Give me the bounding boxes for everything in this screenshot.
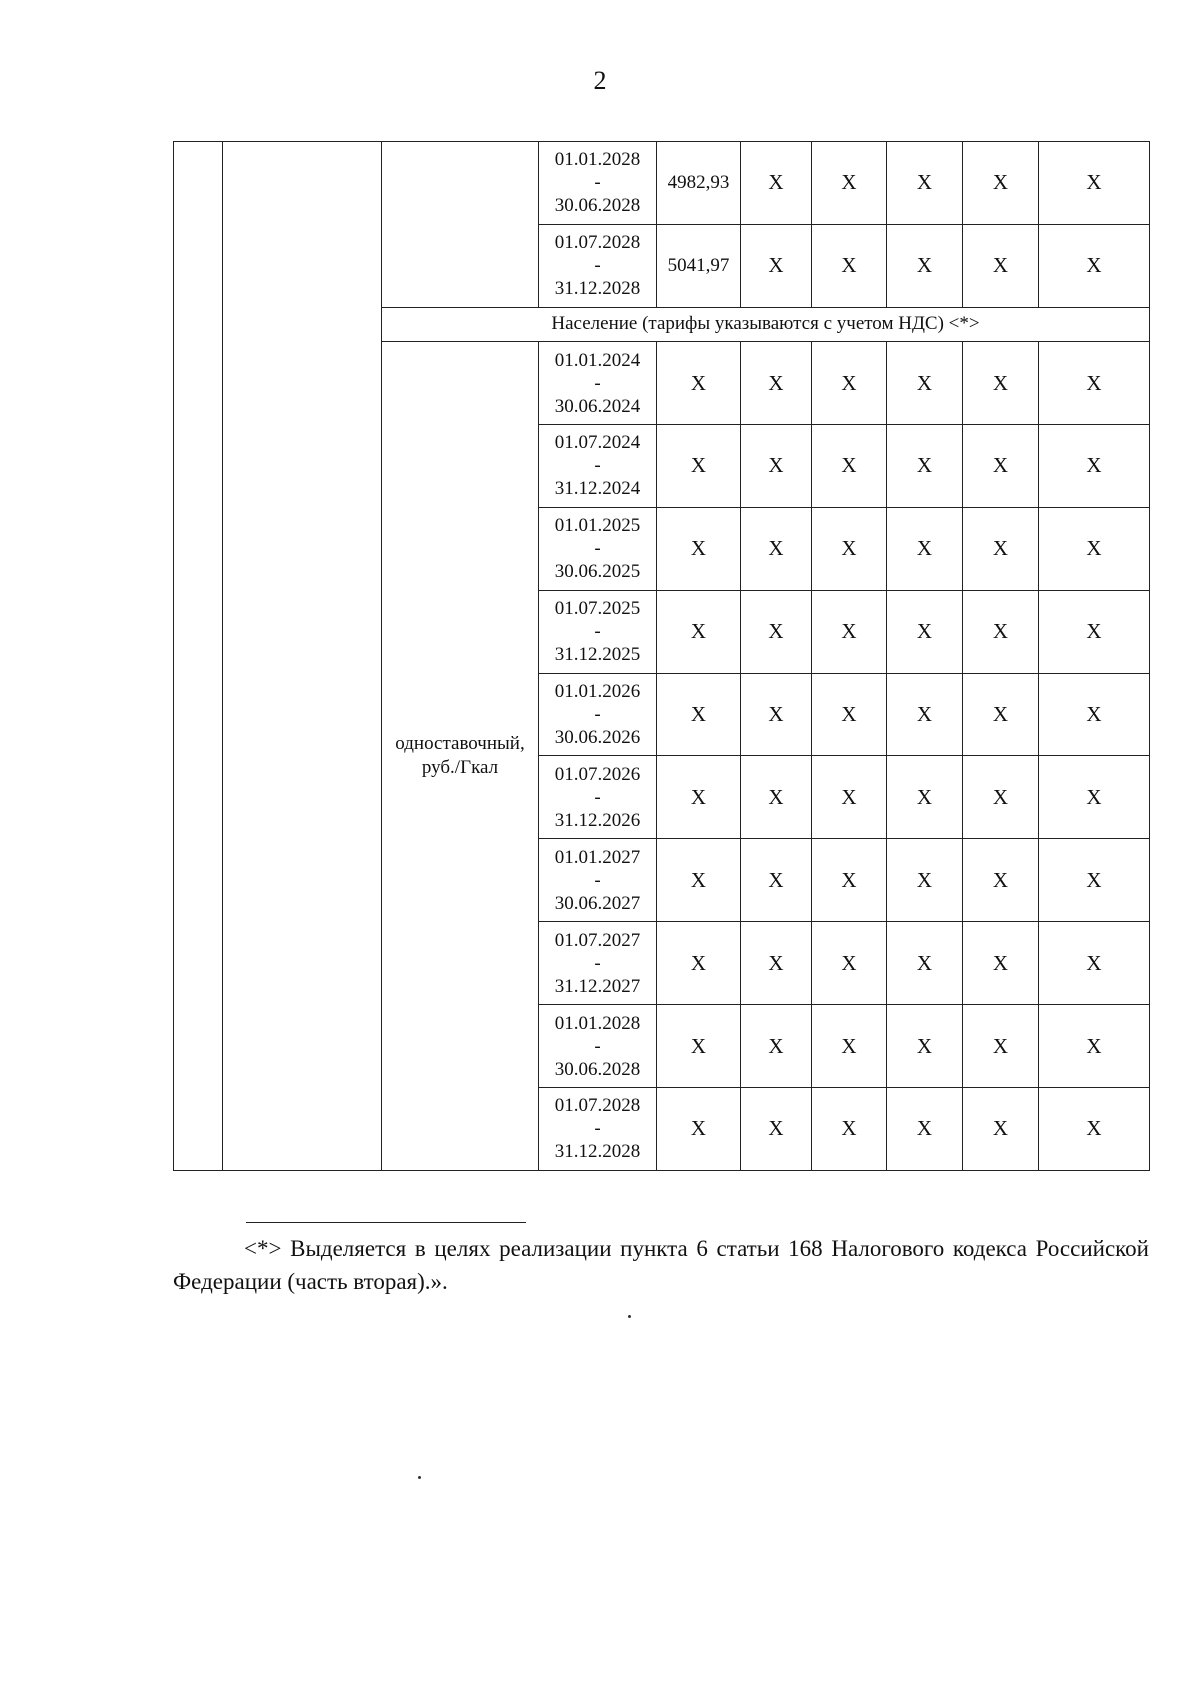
period-dash: - (594, 372, 601, 394)
not-applicable-mark: X (887, 590, 963, 673)
not-applicable-mark: X (963, 922, 1039, 1005)
not-applicable-mark: X (887, 142, 963, 225)
not-applicable-mark: X (887, 424, 963, 507)
not-applicable-mark: X (657, 1005, 741, 1088)
not-applicable-mark: X (887, 507, 963, 590)
tariff-table (173, 141, 1150, 1171)
not-applicable-mark: X (741, 142, 812, 225)
not-applicable-mark: X (741, 756, 812, 839)
period-cell (539, 342, 657, 425)
not-applicable-mark: X (963, 839, 1039, 922)
not-applicable-mark: X (1039, 839, 1150, 922)
not-applicable-mark: X (963, 224, 1039, 307)
not-applicable-mark: X (657, 590, 741, 673)
not-applicable-mark: X (741, 1087, 812, 1170)
period-dash: - (594, 1035, 601, 1057)
not-applicable-mark: X (1039, 342, 1150, 425)
period-cell (539, 756, 657, 839)
period-cell (539, 224, 657, 307)
period-end: 31.12.2027 (554, 975, 641, 997)
period-dash: - (594, 786, 601, 808)
not-applicable-mark: X (812, 224, 887, 307)
period-end: 31.12.2026 (554, 809, 641, 831)
period-start: 01.07.2028 (554, 1095, 641, 1117)
not-applicable-mark: X (1039, 224, 1150, 307)
period-end: 30.06.2025 (554, 561, 641, 583)
not-applicable-mark: X (812, 507, 887, 590)
not-applicable-mark: X (657, 507, 741, 590)
not-applicable-mark: X (741, 922, 812, 1005)
period-cell (539, 590, 657, 673)
population-header: Население (тарифы указываются с учетом НДС) <*> (382, 307, 1150, 341)
name-cell (223, 142, 382, 1171)
period-end: 30.06.2027 (554, 892, 641, 914)
period-cell (539, 673, 657, 756)
not-applicable-mark: X (657, 673, 741, 756)
not-applicable-mark: X (1039, 922, 1150, 1005)
not-applicable-mark: X (812, 590, 887, 673)
period-cell (539, 507, 657, 590)
not-applicable-mark: X (887, 922, 963, 1005)
not-applicable-mark: X (741, 507, 812, 590)
not-applicable-mark: X (812, 1087, 887, 1170)
not-applicable-mark: X (812, 756, 887, 839)
period-end: 31.12.2024 (554, 478, 641, 500)
not-applicable-mark: X (1039, 673, 1150, 756)
scan-speck (628, 1315, 631, 1318)
footnote-rule (246, 1222, 526, 1223)
page-number: 2 (593, 66, 607, 95)
not-applicable-mark: X (657, 424, 741, 507)
period-end: 31.12.2028 (554, 278, 641, 300)
table-row (174, 142, 1150, 225)
period-start: 01.01.2027 (554, 846, 641, 868)
not-applicable-mark: X (963, 1005, 1039, 1088)
period-cell (539, 1005, 657, 1088)
not-applicable-mark: X (812, 922, 887, 1005)
period-start: 01.07.2027 (554, 929, 641, 951)
period-start: 01.01.2028 (554, 149, 641, 171)
period-dash: - (594, 621, 601, 643)
not-applicable-mark: X (887, 839, 963, 922)
period-start: 01.01.2026 (554, 681, 641, 703)
period-start: 01.01.2028 (554, 1012, 641, 1034)
not-applicable-mark: X (741, 224, 812, 307)
period-end: 30.06.2024 (554, 395, 641, 417)
period-cell (539, 839, 657, 922)
period-start: 01.07.2025 (554, 598, 641, 620)
not-applicable-mark: X (657, 839, 741, 922)
period-dash: - (594, 172, 601, 194)
period-dash: - (594, 255, 601, 277)
period-dash: - (594, 869, 601, 891)
not-applicable-mark: X (741, 590, 812, 673)
period-dash: - (594, 455, 601, 477)
period-dash: - (594, 1118, 601, 1140)
tariff-value: 5041,97 (657, 224, 741, 307)
not-applicable-mark: X (741, 673, 812, 756)
period-end: 30.06.2028 (554, 1058, 641, 1080)
period-end: 30.06.2028 (554, 195, 641, 217)
period-end: 31.12.2028 (554, 1141, 641, 1163)
not-applicable-mark: X (887, 1087, 963, 1170)
not-applicable-mark: X (812, 142, 887, 225)
not-applicable-mark: X (741, 424, 812, 507)
not-applicable-mark: X (963, 756, 1039, 839)
not-applicable-mark: X (963, 590, 1039, 673)
not-applicable-mark: X (1039, 756, 1150, 839)
not-applicable-mark: X (963, 342, 1039, 425)
period-start: 01.01.2025 (554, 515, 641, 537)
not-applicable-mark: X (887, 1005, 963, 1088)
not-applicable-mark: X (812, 342, 887, 425)
not-applicable-mark: X (1039, 507, 1150, 590)
tariff-value: 4982,93 (657, 142, 741, 225)
not-applicable-mark: X (812, 839, 887, 922)
period-cell (539, 424, 657, 507)
period-start: 01.07.2024 (554, 432, 641, 454)
number-cell (174, 142, 223, 1171)
not-applicable-mark: X (887, 224, 963, 307)
not-applicable-mark: X (1039, 142, 1150, 225)
not-applicable-mark: X (963, 142, 1039, 225)
not-applicable-mark: X (812, 424, 887, 507)
not-applicable-mark: X (812, 673, 887, 756)
period-cell (539, 922, 657, 1005)
tariff-type-cell: одноставочный, руб./Гкал (382, 342, 539, 1171)
not-applicable-mark: X (741, 839, 812, 922)
not-applicable-mark: X (741, 1005, 812, 1088)
period-end: 30.06.2026 (554, 727, 641, 749)
period-dash: - (594, 538, 601, 560)
not-applicable-mark: X (1039, 1005, 1150, 1088)
not-applicable-mark: X (1039, 590, 1150, 673)
not-applicable-mark: X (887, 673, 963, 756)
tariff-type-cell-top (382, 142, 539, 308)
footnote: <*> Выделяется в целях реализации пункта 6 статьи 168 Налогового кодекса Российской Федерации (часть вторая).». (173, 1236, 1149, 1294)
not-applicable-mark: X (1039, 424, 1150, 507)
period-dash: - (594, 704, 601, 726)
period-dash: - (594, 952, 601, 974)
not-applicable-mark: X (657, 922, 741, 1005)
period-start: 01.07.2028 (554, 232, 641, 254)
period-end: 31.12.2025 (554, 644, 641, 666)
not-applicable-mark: X (963, 507, 1039, 590)
not-applicable-mark: X (657, 342, 741, 425)
not-applicable-mark: X (741, 342, 812, 425)
not-applicable-mark: X (887, 342, 963, 425)
tariff-table-body (174, 142, 1150, 1171)
scan-speck (418, 1476, 421, 1479)
not-applicable-mark: X (657, 1087, 741, 1170)
not-applicable-mark: X (657, 756, 741, 839)
not-applicable-mark: X (812, 1005, 887, 1088)
period-start: 01.07.2026 (554, 763, 641, 785)
not-applicable-mark: X (887, 756, 963, 839)
period-cell (539, 1087, 657, 1170)
not-applicable-mark: X (1039, 1087, 1150, 1170)
period-cell (539, 142, 657, 225)
not-applicable-mark: X (963, 1087, 1039, 1170)
not-applicable-mark: X (963, 424, 1039, 507)
not-applicable-mark: X (963, 673, 1039, 756)
period-start: 01.01.2024 (554, 349, 641, 371)
